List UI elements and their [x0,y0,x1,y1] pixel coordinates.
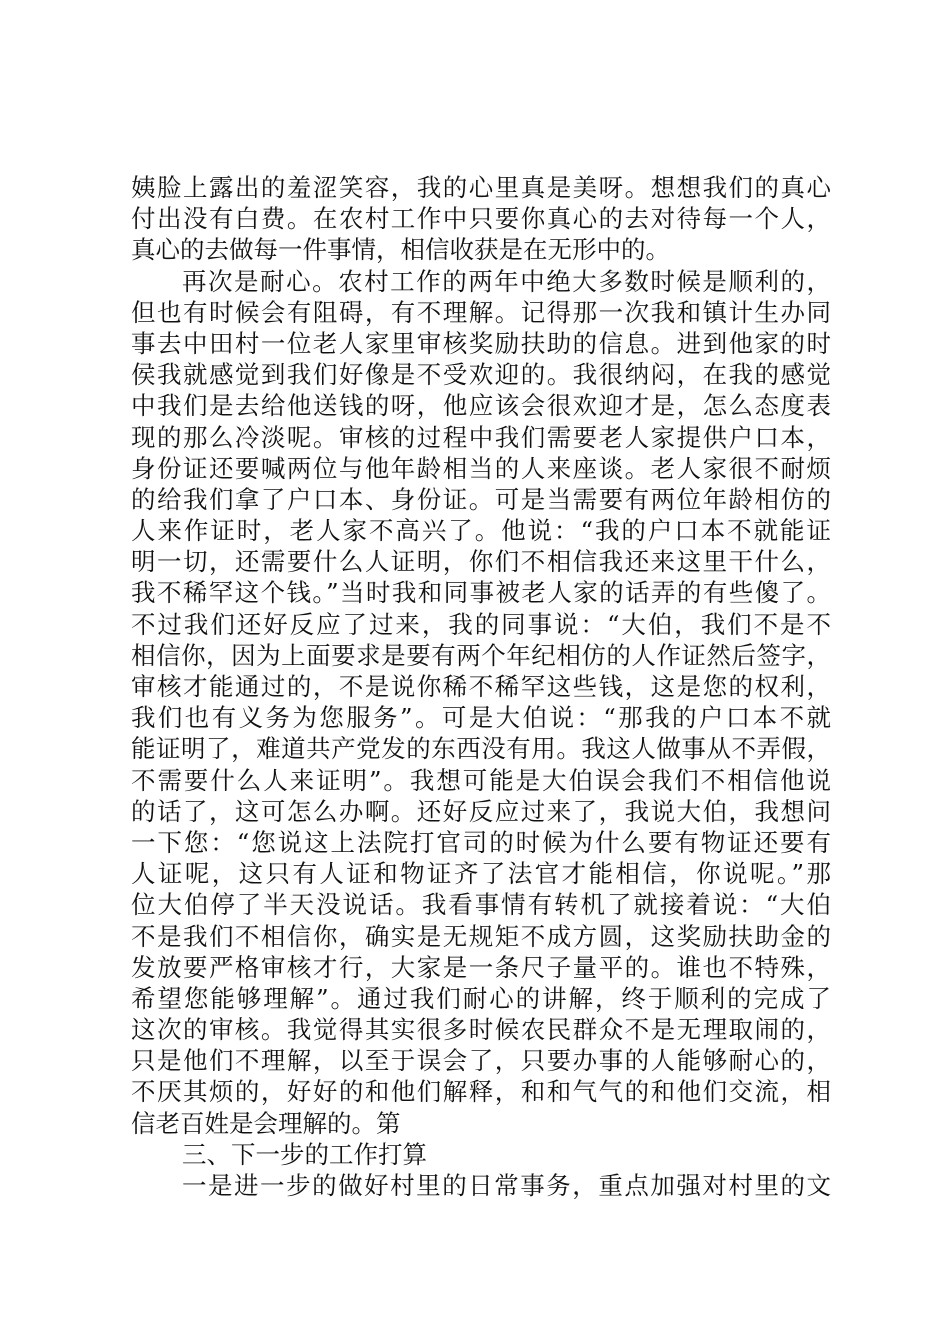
text-line: 不过我们还好反应了过来，我的同事说：“大伯，我们不是不 [131,609,831,639]
text-line: 能证明了，难道共产党发的东西没有用。我这人做事从不弄假， [131,734,831,764]
text-line: 姨脸上露出的羞涩笑容，我的心里真是美呀。想想我们的真心 [131,173,831,202]
document-body [131,172,831,1201]
paragraph-start-line: 一是进一步的做好村里的日常事务，重点加强对村里的文 [182,1171,831,1200]
text-line: 的话了，这可怎么办啊。还好反应过来了，我说大伯，我想问 [131,796,831,826]
text-line: 审核才能通过的，不是说你稀不稀罕这些钱，这是您的权利， [131,672,831,701]
paragraph-start-line: 再次是耐心。农村工作的两年中绝大多数时候是顺利的， [182,266,831,296]
section-heading: 三、下一步的工作打算 [182,1139,427,1169]
text-line: 发放要严格审核才行，大家是一条尺子量平的。谁也不特殊， [131,952,831,982]
text-line: 人来作证时，老人家不高兴了。他说：“我的户口本不就能证 [131,516,831,546]
text-line: 我不稀罕这个钱。”当时我和同事被老人家的话弄的有些傻了。 [131,578,831,608]
text-line: 不厌其烦的，好好的和他们解释，和和气气的和他们交流，相 [131,1077,831,1107]
text-line: 信老百姓是会理解的。第 [131,1108,401,1138]
text-line: 真心的去做每一件事情，相信收获是在无形中的。 [131,235,670,265]
text-line: 我们也有义务为您服务”。可是大伯说：“那我的户口本不就 [131,703,831,733]
text-line: 一下您：“您说这上法院打官司的时候为什么要有物证还要有 [131,827,831,857]
text-line: 只是他们不理解，以至于误会了，只要办事的人能够耐心的， [131,1046,831,1076]
text-line: 这次的审核。我觉得其实很多时候农民群众不是无理取闹的， [131,1015,831,1045]
text-line: 相信你，因为上面要求是要有两个年纪相仿的人作证然后签字， [131,640,831,670]
text-line: 不是我们不相信你，确实是无规矩不成方圆，这奖励扶助金的 [131,921,831,951]
text-line: 付出没有白费。在农村工作中只要你真心的去对待每一个人， [131,204,831,234]
text-line: 人证呢，这只有人证和物证齐了法官才能相信，你说呢。”那 [131,859,831,889]
text-line: 位大伯停了半天没说话。我看事情有转机了就接着说：“大伯 [131,890,831,920]
text-line: 现的那么冷淡呢。审核的过程中我们需要老人家提供户口本， [131,422,831,452]
text-line: 明一切，还需要什么人证明，你们不相信我还来这里干什么， [131,547,831,577]
text-line: 不需要什么人来证明”。我想可能是大伯误会我们不相信他说 [131,765,831,795]
text-line: 事去中田村一位老人家里审核奖励扶助的信息。进到他家的时 [131,328,831,358]
text-line: 身份证还要喊两位与他年龄相当的人来座谈。老人家很不耐烦 [131,453,831,483]
text-line: 中我们是去给他送钱的呀，他应该会很欢迎才是，怎么态度表 [131,391,831,421]
text-line: 的给我们拿了户口本、身份证。可是当需要有两位年龄相仿的 [131,484,831,514]
text-line: 侯我就感觉到我们好像是不受欢迎的。我很纳闷，在我的感觉 [131,360,831,390]
text-line: 希望您能够理解”。通过我们耐心的讲解，终于顺利的完成了 [131,983,831,1013]
text-line: 但也有时候会有阻碍，有不理解。记得那一次我和镇计生办同 [131,297,831,327]
